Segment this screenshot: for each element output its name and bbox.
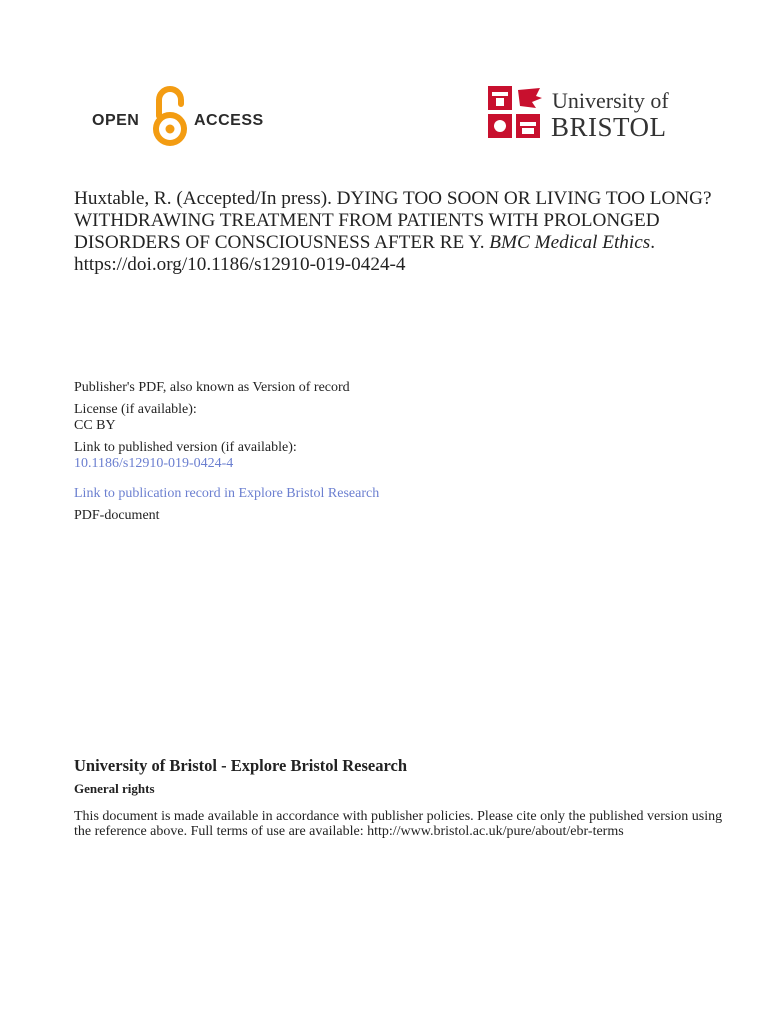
open-access-logo bbox=[92, 86, 272, 150]
open-lock-icon bbox=[152, 86, 188, 148]
citation-doi: . https://doi.org/10.1186/s12910-019-0424-4 bbox=[74, 232, 656, 275]
university-name-line1: University of bbox=[552, 88, 669, 113]
document-metadata bbox=[74, 380, 714, 524]
footer-text: This document is made available in accordance with publisher policies. Please cite only the published version using the reference above. Full terms of use are available: http://www.bristol.ac.uk/pure/about/ebr-terms bbox=[74, 809, 723, 839]
published-version-label: Link to published version (if available): bbox=[74, 440, 297, 455]
footer-title: University of Bristol - Explore Bristol Research bbox=[74, 756, 408, 775]
footer-subtitle: General rights bbox=[74, 781, 155, 796]
citation-journal: BMC Medical Ethics bbox=[489, 232, 651, 253]
open-access-word-open: OPEN bbox=[92, 112, 140, 129]
license-value: CC BY bbox=[74, 418, 116, 433]
university-name-line2: BRISTOL bbox=[551, 112, 667, 142]
open-access-word-access: ACCESS bbox=[194, 112, 264, 129]
version-text: Publisher's PDF, also known as Version of record bbox=[74, 380, 350, 395]
document-type: PDF-document bbox=[74, 508, 160, 523]
publication-record-link[interactable]: Link to publication record in Explore Bristol Research bbox=[74, 486, 380, 501]
citation-text: Huxtable, R. (Accepted/In press). DYING TOO SOON OR LIVING TOO LONG? WITHDRAWING TREATMENT FROM PATIENTS WITH PROLONGED DISORDERS OF CONSCIOUSNESS AFTER RE Y. bbox=[74, 188, 712, 253]
bristol-crest-icon bbox=[488, 86, 544, 140]
university-logo bbox=[488, 86, 688, 142]
published-version-link[interactable]: 10.1186/s12910-019-0424-4 bbox=[74, 456, 234, 471]
citation bbox=[74, 188, 714, 276]
license-label: License (if available): bbox=[74, 402, 197, 417]
